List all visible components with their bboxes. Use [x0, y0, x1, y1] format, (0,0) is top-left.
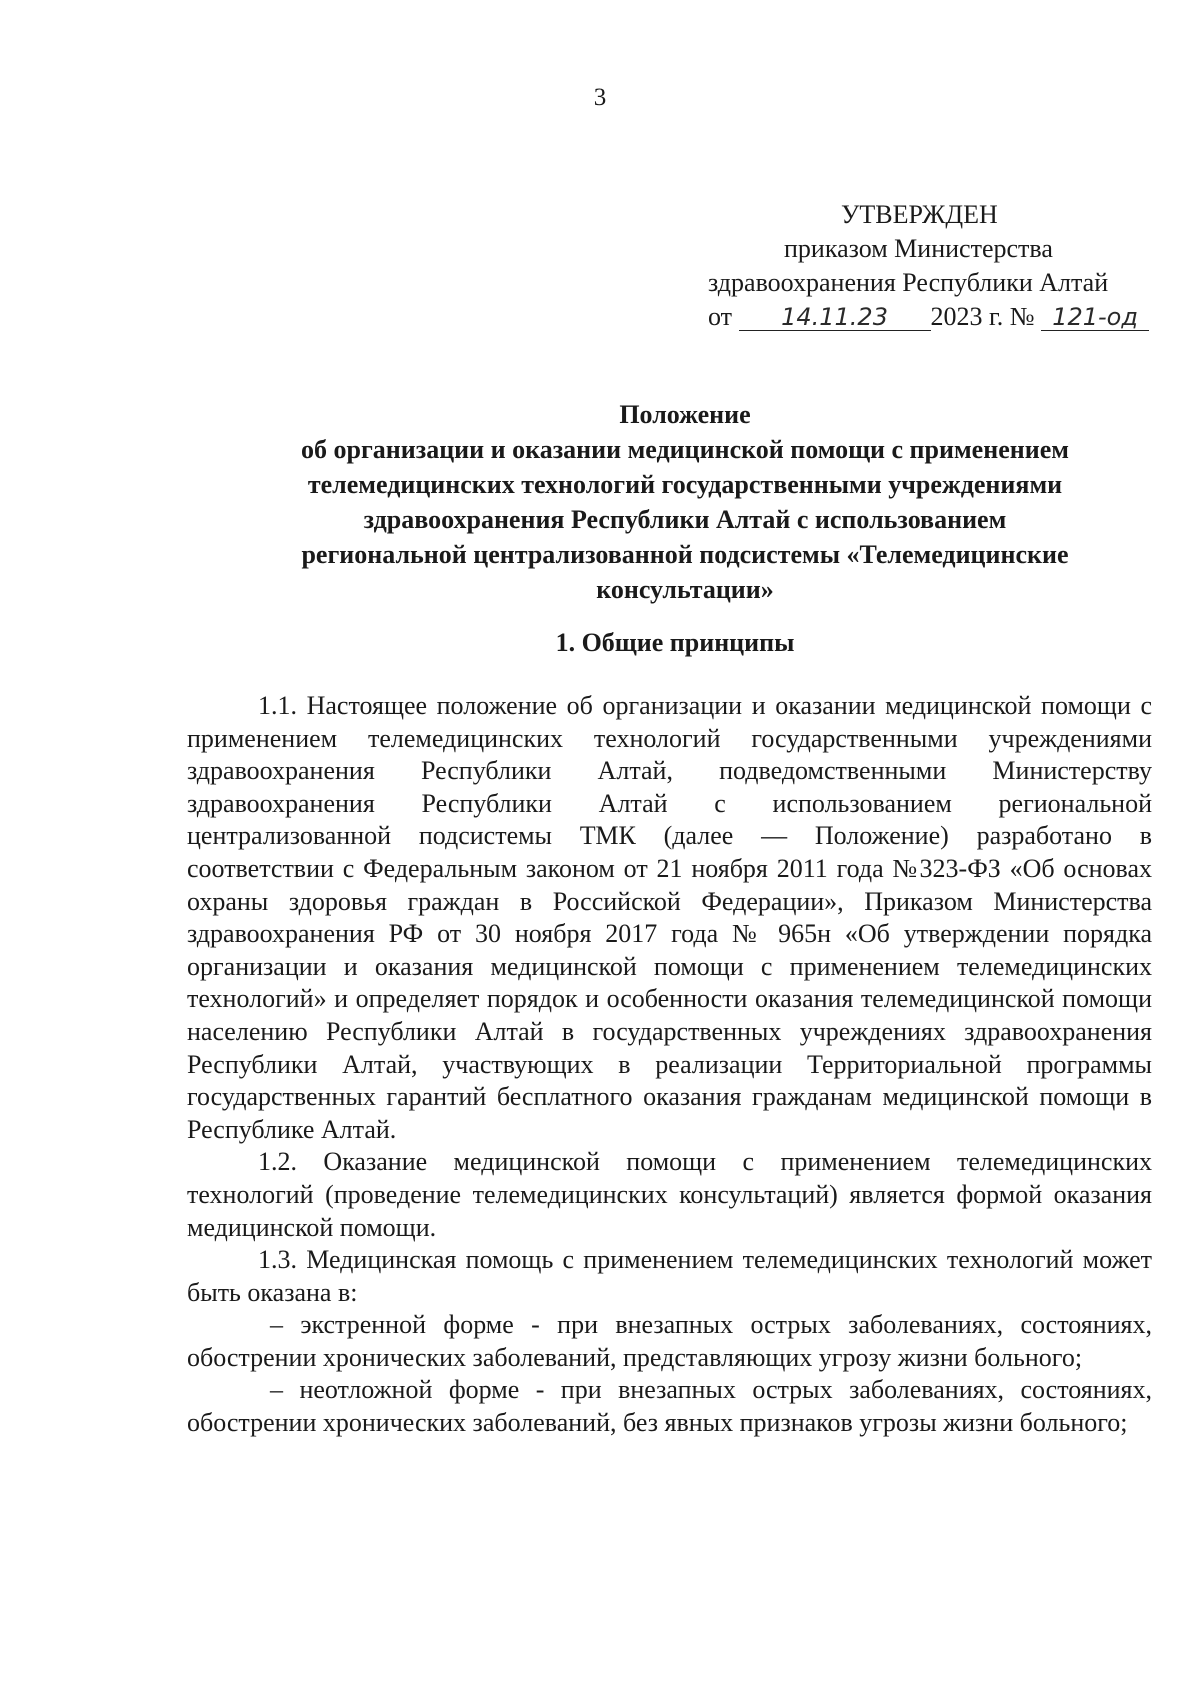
list-item-emergency: – экстренной форме - при внезапных острых заболеваниях, состояниях, обострении хронических заболеваний, представляющих угрозу жизни больного; — [187, 1310, 1152, 1372]
approval-year-number-label: 2023 г. № — [930, 302, 1035, 331]
approval-ministry-line: здравоохранения Республики Алтай — [708, 268, 1109, 297]
title-line-1: Положение — [619, 400, 751, 429]
document-body — [187, 690, 1152, 1440]
handwritten-date: 14.11.23 — [739, 304, 931, 331]
approval-title: УТВЕРЖДЕН — [841, 200, 998, 229]
approval-stamp-block — [700, 198, 1180, 334]
section-heading: 1. Общие принципы — [555, 628, 795, 657]
title-line-6: консультации» — [596, 575, 774, 604]
paragraph-1-3: 1.3. Медицинская помощь с применением телемедицинских технологий может быть оказана в: — [187, 1245, 1152, 1307]
title-line-4: здравоохранения Республики Алтай с использованием — [363, 505, 1007, 534]
handwritten-order-number: 121-од — [1041, 304, 1149, 331]
list-item-urgent: – неотложной форме - при внезапных острых заболеваниях, состояниях, обострении хронических заболеваний, без явных признаков угрозы жизни больного; — [187, 1375, 1152, 1438]
document-title — [160, 397, 1200, 607]
approval-order-line: приказом Министерства — [784, 234, 1053, 263]
title-line-5: региональной централизованной подсистемы «Телемедицинские — [301, 540, 1069, 569]
paragraph-1-2: 1.2. Оказание медицинской помощи с применением телемедицинских технологий (проведение телемедицинских консультаций) является формой оказания медицинской помощи. — [187, 1147, 1152, 1242]
approval-date-prefix: от — [708, 302, 733, 331]
page-number: 3 — [593, 84, 607, 111]
title-line-3: телемедицинских технологий государственными учреждениями — [307, 470, 1063, 499]
title-line-2: об организации и оказании медицинской помощи с применением — [301, 435, 1069, 464]
paragraph-1-1: 1.1. Настоящее положение об организации и оказании медицинской помощи с применением телемедицинских технологий государственными учреждениями здравоохранения Республики Алтай, подведомственными Министерству здравоохранения Республики Алтай с использованием региональной централизованной подсистемы ТМК (далее — Положение) разработано в соответствии с Федеральным законом от 21 ноября 2011 года №323-ФЗ «Об основах охраны здоровья граждан в Российской Федерации», Приказом Министерства здравоохранения РФ от 30 ноября 2017 года № 965н «Об утверждении порядка организации и оказания медицинской помощи с применением телемедицинских технологий» и определяет порядок и особенности оказания телемедицинской помощи населению Республики Алтай в государственных учреждениях здравоохранения Республики Алтай, участвующих в реализации Территориальной программы государственных гарантий бесплатного оказания гражданам медицинской помощи в Республике Алтай. — [187, 691, 1152, 1144]
approval-date-line — [700, 300, 1180, 334]
